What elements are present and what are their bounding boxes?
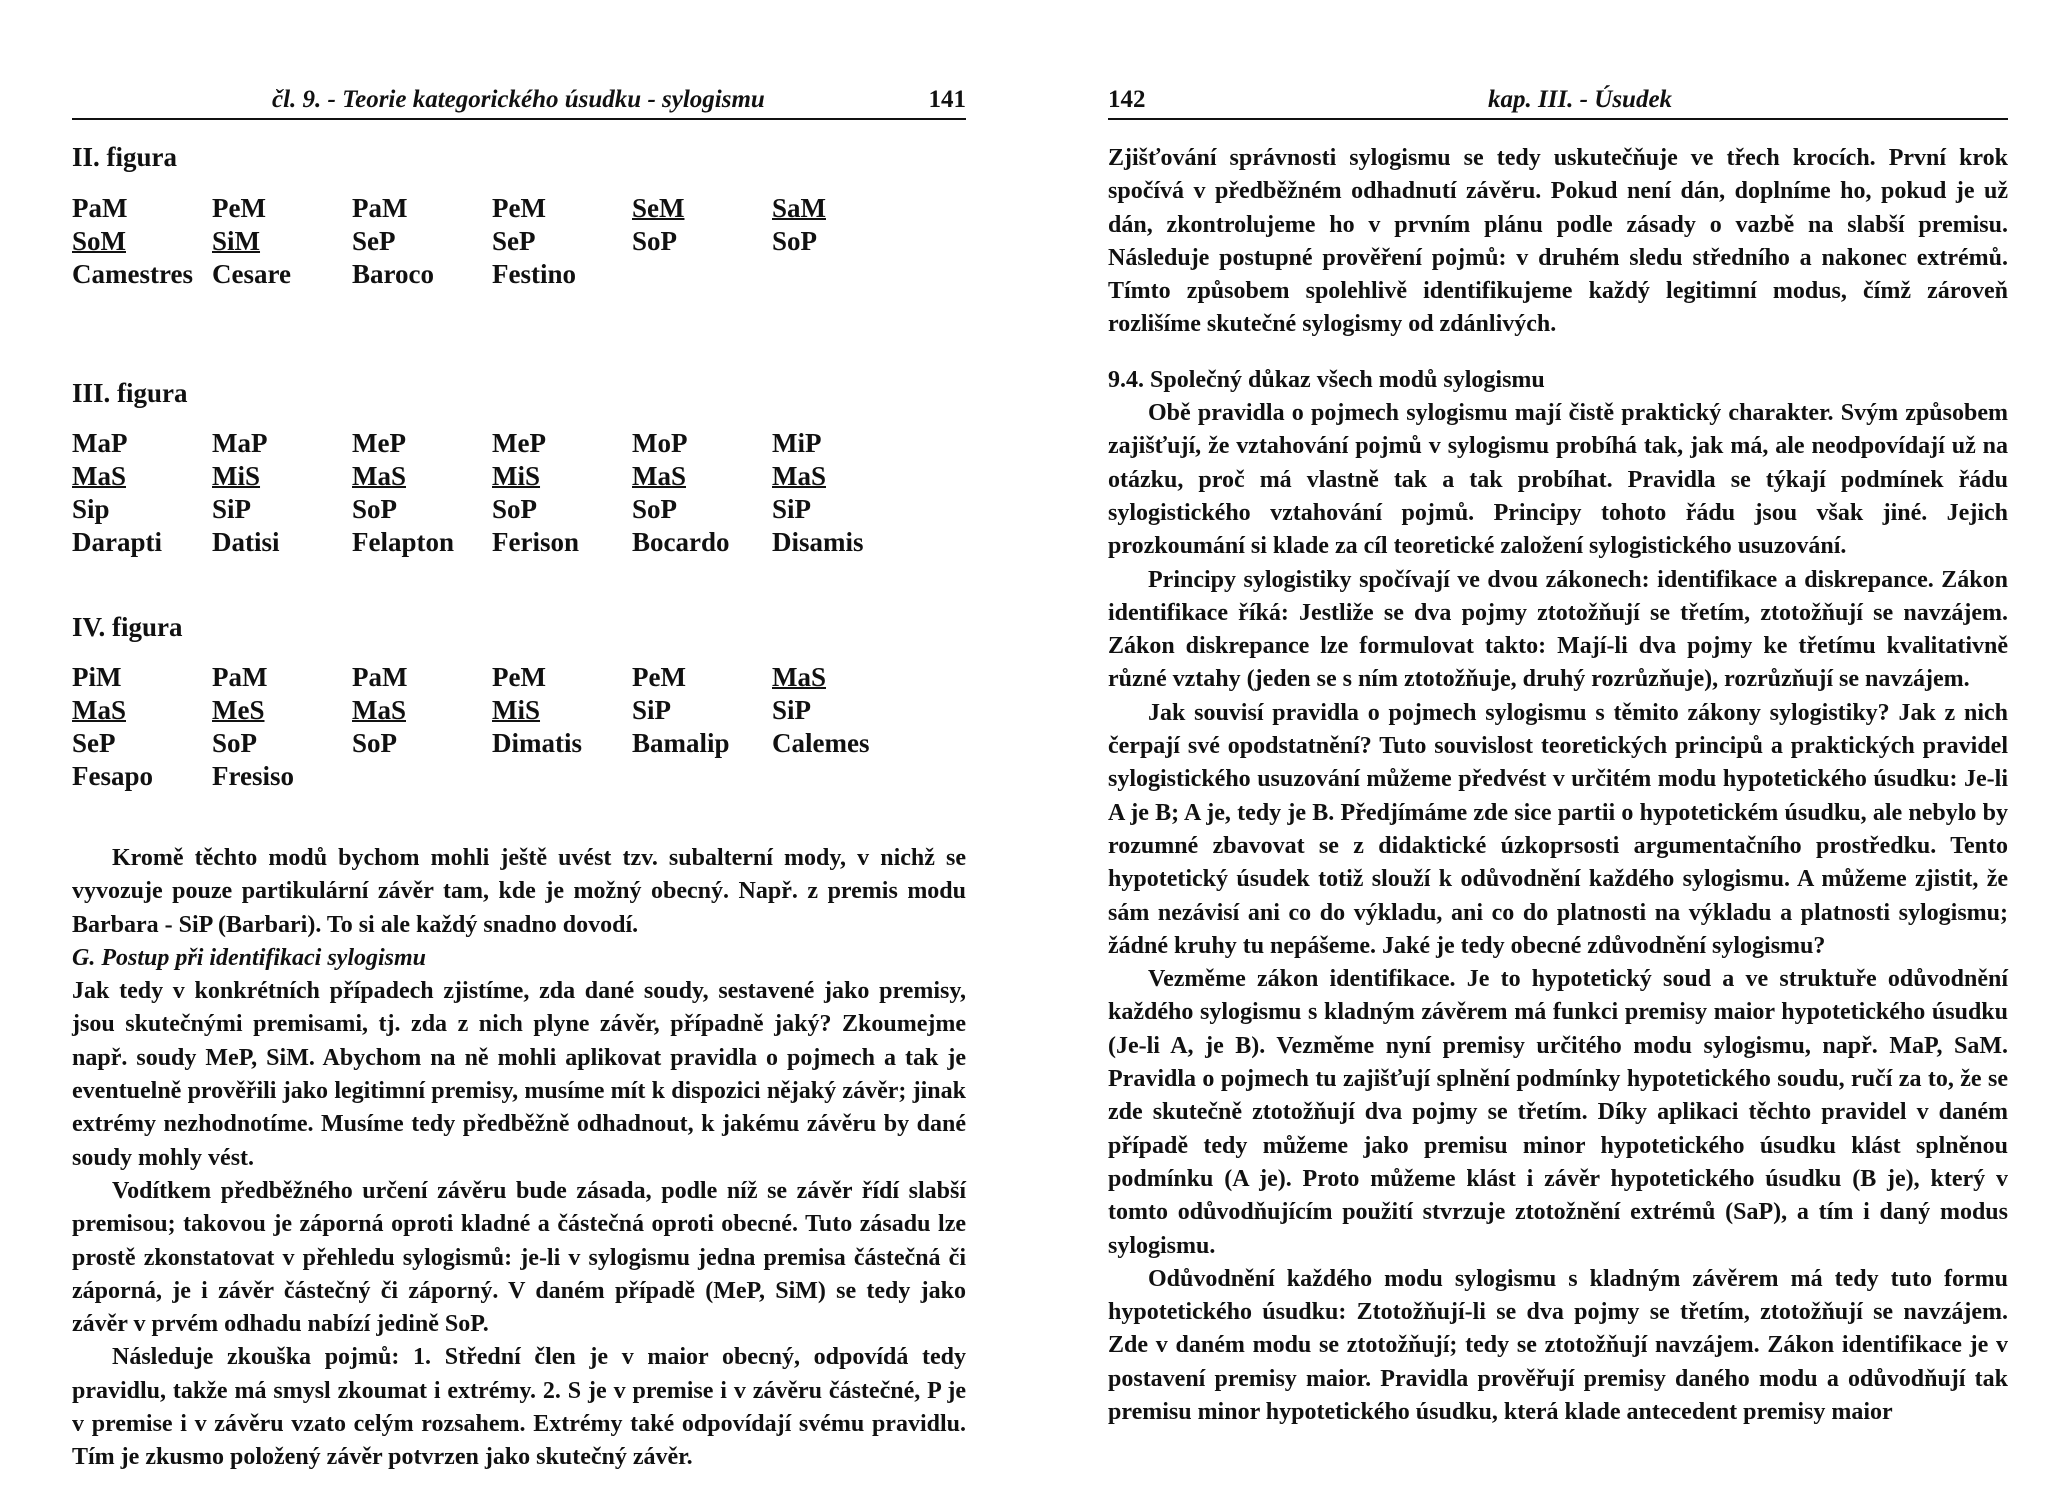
syllogism-name: Fesapo [72,761,153,791]
syllogism-conclusion: Sip [72,494,110,524]
figure4-table [72,662,912,794]
right-paragraph: Jak souvisí pravidla o pojmech sylogismu s těmito zákony sylogistiky? Jak z nich čerpají své opodstatnění? Tuto souvislost teoretických principů a praktických pravidel sylogistického usuzování můžeme předvést v určitém modu hypotetického úsudku: Je-li A je B; A je, tedy je B. Předjímáme zde sice partii o hypotetickém úsudku, ale nebylo by rozumné zbavovat se z didaktické úzkoprsosti argumentačního prostředku. Tento hypotetický úsudek totiž slouží k odůvodnění každého sylogismu. A můžeme zjistit, že sám nezávisí ani co do výkladu, ani co do platnosti na výkladu a platnosti sylogismu; žádné kruhy tu nepášeme. Jaké je tedy obecné zdůvodnění sylogismu? [1108,699,2008,959]
syllogism-minor: MaS [772,461,826,491]
syllogism-name: Felapton [352,527,455,557]
syllogism-conclusion: SiP [772,494,812,524]
syllogism-minor: MaS [632,461,686,491]
syllogism-minor: SoM [72,226,126,256]
syllogism-minor: MeS [212,695,265,725]
syllogism-name: Disamis [772,527,864,557]
right-paragraph: Odůvodnění každého modu sylogismu s kladným závěrem má tedy tuto formu hypotetického úsudku: Ztotožňují-li se dva pojmy se třetím, ztotožňují se navzájem. Zde v daném modu se ztotožňují; tedy se ztotožňují navzájem. Zákon identifikace je v postavení premisy maior. Pravidla prověřují premisy daného modu a odůvodňují tak premisu minor hypotetického úsudku, která klade antecedent premisy maior [1108,1265,2008,1425]
syllogism-major: MaP [72,428,128,458]
right-page-number: 142 [1108,86,1146,113]
syllogism-minor: MaS [72,695,126,725]
syllogism-minor: SaM [772,193,826,223]
syllogism-minor: MaS [772,662,826,692]
syllogism-major: PiM [72,662,122,692]
syllogism-name: Cesare [212,259,291,289]
left-paragraph: Vodítkem předběžného určení závěru bude zásada, podle níž se závěr řídí slabší premisou; takovou je záporná oproti kladné a částečná oproti obecné. Tuto zásadu lze prostě zkonstatovat v přehledu sylogismů: je-li v sylogismu jedna premisa částečná či záporná, je i závěr částečný či záporný. V daném případě (MeP, SiM) se tedy jako závěr v prvém odhadu nabízí jedině SoP. [72,1177,966,1338]
syllogism-major: PaM [72,193,128,223]
syllogism-name: Bamalip [632,728,730,758]
left-paragraph: Kromě těchto modů bychom mohli ještě uvést tzv. subalterní mody, v nichž se vyvozuje pouze partikulární závěr tam, kde je možný obecný. Např. z premis modu Barbara - SiP (Barbari). To si ale každý snadno dovodí. [72,845,966,938]
syllogism-major: PeM [212,193,266,223]
syllogism-conclusion: SiP [212,494,252,524]
left-page [72,0,966,1500]
section-g-heading: G. Postup při identifikaci sylogismu [72,944,427,971]
syllogism-major: PaM [352,193,408,223]
syllogism-conclusion: SeP [352,226,396,256]
figure2-title: II. figura [72,142,178,172]
syllogism-minor: SeM [632,193,685,223]
syllogism-name: Ferison [492,527,579,557]
syllogism-conclusion: SoP [632,226,678,256]
syllogism-conclusion: SoP [212,728,258,758]
syllogism-conclusion: SoP [772,226,818,256]
syllogism-conclusion: SiP [632,695,672,725]
syllogism-minor: SiM [212,226,261,256]
syllogism-major: PeM [632,662,686,692]
syllogism-name: Bocardo [632,527,730,557]
right-page [1108,0,2008,1500]
syllogism-name: Darapti [72,527,162,557]
figure2-table [72,193,912,292]
syllogism-minor: MaS [352,461,406,491]
left-body-text [72,842,966,1475]
figure3-table [72,428,912,560]
syllogism-major: PeM [492,662,546,692]
syllogism-minor: MiS [212,461,261,491]
syllogism-conclusion: SoP [352,494,398,524]
left-page-number: 141 [928,86,966,113]
syllogism-conclusion: SoP [352,728,398,758]
figure4-title: IV. figura [72,612,183,642]
left-paragraph: Jak tedy v konkrétních případech zjistíme, zda dané soudy, sestavené jako premisy, jsou skutečnými premisami, tj. zda z nich plyne závěr, případně jaký? Zkoumejme např. soudy MeP, SiM. Abychom na ně mohli aplikovat pravidla o pojmech a tak je eventuelně prověřili jako legitimní premisy, musíme mít k dispozici nějaký závěr; jinak extrémy nezhodnotíme. Musíme tedy předběžně odhadnout, k jakému závěru by dané soudy mohly vést. [72,978,966,1171]
syllogism-conclusion: SeP [72,728,116,758]
right-paragraph: Zjišťování správnosti sylogismu se tedy uskutečňuje ve třech krocích. První krok spočívá v předběžném odhadnutí závěru. Pokud není dán, doplníme ho, pokud je už dán, zkontrolujeme ho v prvním plánu podle zásady o vazbě na slabší premisu. Následuje postupné prověření pojmů: v druhém sledu středního a nakonec extrémů. Tímto způsobem spolehlivě identifikujeme každý legitimní modus, čímž zároveň rozlišíme skutečné sylogismy od zdánlivých. [1108,145,2008,338]
syllogism-conclusion: SeP [492,226,536,256]
syllogism-name: Calemes [772,728,870,758]
right-body-text [1108,142,2008,1429]
figure3-title: III. figura [72,378,188,408]
right-paragraph: Principy sylogistiky spočívají ve dvou zákonech: identifikace a diskrepance. Zákon identifikace říká: Jestliže se dva pojmy ztotožňují se třetím, ztotožňují se navzájem. Zákon diskrepance lze formulovat takto: Mají-li dva pojmy ke třetímu kvalitativně různé vztahy (jeden se s ním ztotožňuje, druhý rozrůzňuje), rozrůzňují se navzájem. [1108,566,2008,693]
left-running-head [72,86,966,120]
syllogism-minor: MiS [492,695,541,725]
right-paragraph: Vezměme zákon identifikace. Je to hypotetický soud a ve struktuře odůvodnění každého sylogismu s kladným závěrem má funkci premisy maior hypotetického úsudku (Je-li A, je B). Vezměme nyní premisy určitého modu sylogismu, např. MaP, SaM. Pravidla o pojmech tu zajišťují splnění podmínky hypotetického soudu, ručí za to, že se zde skutečně ztotožňují dva pojmy se třetím. Díky aplikaci těchto pravidel v daném případě tedy můžeme jako premisu minor hypotetického úsudku klást splněnou podmínku (A je). Proto můžeme klást i závěr hypotetického úsudku (B je), který v tomto odůvodňujícím použití stvrzuje ztotožnění extrémů (SaP), a tím i daný modus sylogismu. [1108,966,2008,1259]
left-header-title: čl. 9. - Teorie kategorického úsudku - sylogismu [272,86,765,113]
syllogism-major: MoP [632,428,688,458]
syllogism-minor: MaS [72,461,126,491]
left-paragraph: Následuje zkouška pojmů: 1. Střední člen je v maior obecný, odpovídá tedy pravidlu, takže má smysl zkoumat i extrémy. 2. S je v premise i v závěru částečné, P je v premise i v závěru vzato celým rozsahem. Extrémy také odpovídají svému pravidlu. Tím je zkusmo položený závěr potvrzen jako skutečný závěr. [72,1344,966,1471]
right-paragraph: Obě pravidla o pojmech sylogismu mají čistě praktický charakter. Svým způsobem zajišťují, že vztahování pojmů v sylogismu probíhá tak, jak má, ale neodpovídají už na otázku, proč má vlastně tak a tak probíhat. Pravidla se týkají podmínek řádu sylogistického vztahování pojmů. Principy tohoto řádu jsou však jiné. Jejich prozkoumání si klade za cíl teoretické založení sylogistického usuzování. [1108,400,2008,560]
syllogism-major: MaP [212,428,268,458]
syllogism-conclusion: SoP [492,494,538,524]
syllogism-name: Fresiso [212,761,294,791]
syllogism-name: Festino [492,259,576,289]
syllogism-major: MeP [352,428,406,458]
syllogism-minor: MaS [352,695,406,725]
syllogism-conclusion: SoP [632,494,678,524]
right-header-title: kap. III. - Úsudek [1488,86,1673,113]
syllogism-name: Datisi [212,527,280,557]
syllogism-major: PaM [212,662,268,692]
syllogism-major: PaM [352,662,408,692]
syllogism-name: Baroco [352,259,434,289]
syllogism-name: Camestres [72,259,193,289]
syllogism-name: Dimatis [492,728,582,758]
syllogism-conclusion: SiP [772,695,812,725]
syllogism-major: MeP [492,428,546,458]
right-running-head [1108,86,2008,120]
syllogism-major: PeM [492,193,546,223]
syllogism-minor: MiS [492,461,541,491]
section-9-4-heading: 9.4. Společný důkaz všech modů sylogismu [1108,366,1545,393]
syllogism-major: MiP [772,428,822,458]
